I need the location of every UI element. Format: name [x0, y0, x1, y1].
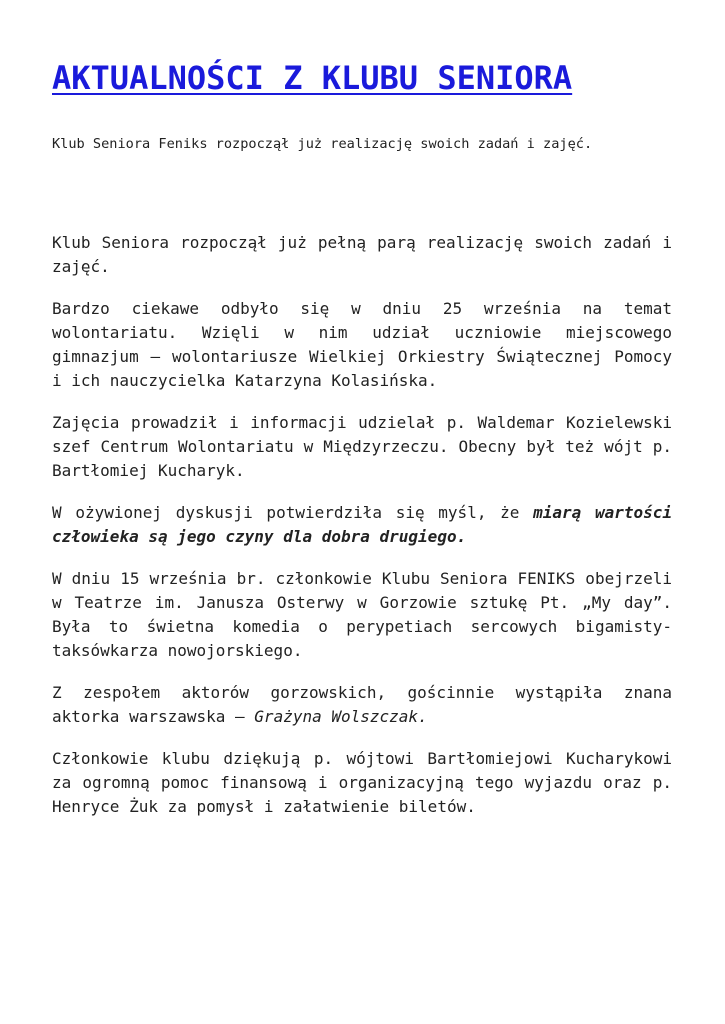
- paragraph-4-emphasis: miarą wartości człowieka są jego czyny dla dobra drugiego.: [52, 503, 673, 546]
- paragraph-6-emphasis: Grażyna Wolszczak.: [254, 707, 428, 726]
- paragraph-4-text: W ożywionej dyskusji potwierdziła się myśl, że: [52, 503, 534, 522]
- paragraph-6: [52, 681, 672, 729]
- paragraph-5: W dniu 15 września br. członkowie Klubu Seniora FENIKS obejrzeli w Teatrze im. Janusza Osterwy w Gorzowie sztukę Pt. „My day”. Była to świetna komedia o perypetiach sercowych bigamisty-taksówkarza nowojorskiego.: [52, 569, 672, 660]
- page-title[interactable]: AKTUALNOŚCI Z KLUBU SENIORA: [52, 59, 573, 97]
- article-lead: Klub Seniora Feniks rozpoczął już realizację swoich zadań i zajęć.: [52, 136, 593, 152]
- paragraph-7: Członkowie klubu dziękują p. wójtowi Bartłomiejowi Kucharykowi za ogromną pomoc finansową i organizacyjną tego wyjazdu oraz p. Henryce Żuk za pomysł i załatwienie biletów.: [52, 749, 672, 816]
- paragraph-6-text: Z zespołem aktorów gorzowskich, gościnnie wystąpiła znana aktorka warszawska –: [52, 683, 672, 726]
- paragraph-4: [52, 501, 672, 549]
- paragraph-2: Bardzo ciekawe odbyło się w dniu 25 września na temat wolontariatu. Wzięli w nim udział uczniowie miejscowego gimnazjum – wolontariusze Wielkiej Orkiestry Świątecznej Pomocy i ich nauczycielka Katarzyna Kolasińska.: [52, 299, 672, 390]
- paragraph-1: Klub Seniora rozpoczął już pełną parą realizację swoich zadań i zajęć.: [52, 233, 672, 276]
- article-body: [52, 231, 672, 819]
- paragraph-3: Zajęcia prowadził i informacji udzielał p. Waldemar Kozielewski szef Centrum Wolontariatu w Międzyrzeczu. Obecny był też wójt p. Bartłomiej Kucharyk.: [52, 413, 672, 480]
- article: [52, 56, 672, 819]
